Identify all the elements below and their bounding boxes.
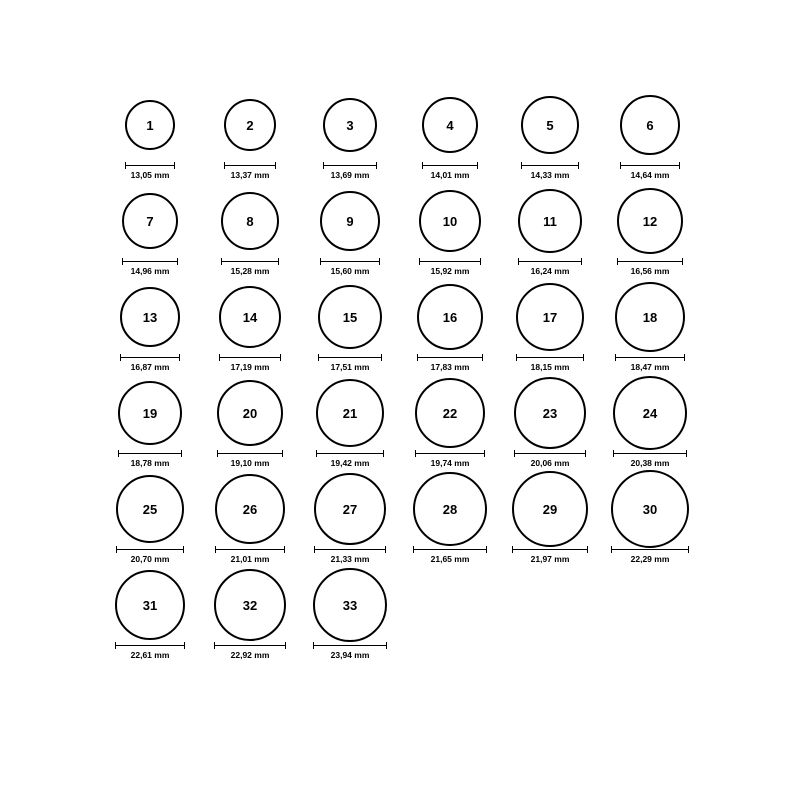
ring-circle	[314, 473, 386, 545]
measure-bar-icon	[615, 354, 685, 361]
ring-circle-wrap	[620, 88, 680, 162]
ring-diameter-label: 14,96 mm	[130, 266, 170, 276]
measure-bar-icon	[120, 354, 180, 361]
ring-circle	[316, 379, 384, 447]
ring-measure	[200, 450, 300, 468]
ring-measure	[100, 546, 200, 564]
ring-size-cell	[100, 472, 200, 568]
ring-size-cell	[100, 184, 200, 280]
ring-size-number: 22	[442, 405, 458, 421]
ring-diameter-label: 14,01 mm	[430, 170, 470, 180]
ring-measure	[200, 642, 300, 660]
ring-size-number: 31	[142, 597, 158, 613]
ring-circle-wrap	[217, 376, 283, 450]
ring-circle-wrap	[516, 280, 584, 354]
ring-circle	[320, 191, 380, 251]
ring-size-cell	[400, 280, 500, 376]
ring-measure	[400, 258, 500, 276]
ring-circle-wrap	[219, 280, 281, 354]
ring-circle-wrap	[313, 568, 387, 642]
ring-measure	[200, 258, 300, 276]
measure-bar-icon	[422, 162, 478, 169]
ring-diameter-label: 17,51 mm	[330, 362, 370, 372]
ring-diameter-label: 17,19 mm	[230, 362, 270, 372]
measure-bar-icon	[122, 258, 178, 265]
ring-measure	[500, 354, 600, 372]
ring-circle-wrap	[318, 280, 382, 354]
ring-size-cell	[600, 280, 700, 376]
ring-diameter-label: 23,94 mm	[330, 650, 370, 660]
ring-measure	[100, 450, 200, 468]
ring-circle	[521, 96, 579, 154]
ring-size-number: 23	[542, 405, 558, 421]
ring-circle	[611, 470, 689, 548]
measure-bar-icon	[323, 162, 377, 169]
ring-circle	[118, 381, 182, 445]
ring-circle-wrap	[514, 376, 586, 450]
ring-circle	[215, 474, 285, 544]
ring-size-cell	[200, 472, 300, 568]
ring-measure	[400, 162, 500, 180]
ring-circle-wrap	[120, 280, 180, 354]
ring-size-cell	[500, 88, 600, 184]
ring-size-cell	[500, 376, 600, 472]
ring-circle	[219, 286, 281, 348]
ring-circle	[415, 378, 485, 448]
ring-circle	[217, 380, 283, 446]
ring-circle-wrap	[613, 376, 687, 450]
ring-circle	[221, 192, 279, 250]
ring-circle-wrap	[215, 472, 285, 546]
ring-diameter-label: 17,83 mm	[430, 362, 470, 372]
ring-circle	[413, 472, 487, 546]
ring-diameter-label: 20,38 mm	[630, 458, 670, 468]
ring-circle	[323, 98, 377, 152]
ring-size-number: 28	[442, 501, 458, 517]
ring-size-number: 29	[542, 501, 558, 517]
ring-size-number: 9	[346, 213, 354, 229]
ring-size-number: 17	[542, 309, 558, 325]
measure-bar-icon	[417, 354, 483, 361]
ring-circle	[122, 193, 178, 249]
ring-size-cell	[600, 376, 700, 472]
measure-bar-icon	[617, 258, 683, 265]
ring-size-number: 2	[246, 117, 254, 133]
ring-size-number: 33	[342, 597, 358, 613]
ring-circle	[422, 97, 478, 153]
ring-measure	[600, 546, 700, 564]
ring-circle-wrap	[617, 184, 683, 258]
ring-size-number: 30	[642, 501, 658, 517]
ring-circle	[613, 376, 687, 450]
ring-circle-wrap	[316, 376, 384, 450]
ring-diameter-label: 14,33 mm	[530, 170, 570, 180]
ring-circle-wrap	[320, 184, 380, 258]
measure-bar-icon	[413, 546, 487, 553]
ring-size-number: 5	[546, 117, 554, 133]
measure-bar-icon	[215, 546, 285, 553]
ring-measure	[500, 258, 600, 276]
ring-circle-wrap	[314, 472, 386, 546]
ring-size-cell	[200, 568, 300, 664]
ring-measure	[400, 354, 500, 372]
ring-circle	[516, 283, 584, 351]
ring-circle-wrap	[323, 88, 377, 162]
ring-diameter-label: 22,29 mm	[630, 554, 670, 564]
ring-measure	[500, 450, 600, 468]
ring-circle	[615, 282, 685, 352]
ring-measure	[100, 642, 200, 660]
ring-circle	[518, 189, 582, 253]
ring-diameter-label: 15,92 mm	[430, 266, 470, 276]
ring-size-cell	[500, 280, 600, 376]
ring-circle-wrap	[521, 88, 579, 162]
ring-size-number: 8	[246, 213, 254, 229]
ring-measure	[100, 162, 200, 180]
ring-size-number: 4	[446, 117, 454, 133]
measure-bar-icon	[219, 354, 281, 361]
ring-size-cell	[300, 472, 400, 568]
ring-diameter-label: 18,47 mm	[630, 362, 670, 372]
ring-measure	[500, 546, 600, 564]
ring-diameter-label: 22,92 mm	[230, 650, 270, 660]
measure-bar-icon	[116, 546, 184, 553]
ring-size-number: 11	[543, 213, 557, 229]
ring-measure	[400, 450, 500, 468]
ring-size-cell	[500, 184, 600, 280]
ring-size-cell	[100, 280, 200, 376]
ring-size-cell	[400, 184, 500, 280]
ring-size-number: 12	[642, 213, 658, 229]
measure-bar-icon	[118, 450, 182, 457]
ring-diameter-label: 19,10 mm	[230, 458, 270, 468]
ring-measure	[300, 450, 400, 468]
ring-circle-wrap	[417, 280, 483, 354]
ring-measure	[300, 642, 400, 660]
ring-circle-wrap	[615, 280, 685, 354]
measure-bar-icon	[313, 642, 387, 649]
ring-size-number: 6	[646, 117, 654, 133]
ring-measure	[300, 546, 400, 564]
ring-circle	[620, 95, 680, 155]
ring-circle	[318, 285, 382, 349]
ring-diameter-label: 16,24 mm	[530, 266, 570, 276]
ring-size-cell	[500, 472, 600, 568]
ring-size-cell	[300, 88, 400, 184]
ring-size-cell	[300, 376, 400, 472]
ring-size-number: 27	[342, 501, 358, 517]
ring-diameter-label: 13,37 mm	[230, 170, 270, 180]
ring-circle	[224, 99, 276, 151]
ring-diameter-label: 21,65 mm	[430, 554, 470, 564]
ring-circle-wrap	[512, 472, 588, 546]
ring-size-cell	[100, 376, 200, 472]
ring-measure	[200, 162, 300, 180]
measure-bar-icon	[115, 642, 185, 649]
ring-circle-wrap	[221, 184, 279, 258]
ring-circle-wrap	[224, 88, 276, 162]
ring-diameter-label: 19,42 mm	[330, 458, 370, 468]
measure-bar-icon	[415, 450, 485, 457]
ring-circle	[116, 475, 184, 543]
ring-circle	[512, 471, 588, 547]
ring-diameter-label: 21,01 mm	[230, 554, 270, 564]
ring-circle	[125, 100, 175, 150]
ring-measure	[200, 354, 300, 372]
ring-size-cell	[400, 88, 500, 184]
ring-size-cell	[200, 88, 300, 184]
ring-circle-wrap	[415, 376, 485, 450]
measure-bar-icon	[214, 642, 286, 649]
ring-circle-wrap	[115, 568, 185, 642]
ring-size-number: 16	[442, 309, 458, 325]
ring-size-cell	[300, 568, 400, 664]
measure-bar-icon	[314, 546, 386, 553]
ring-size-number: 25	[142, 501, 158, 517]
ring-size-number: 24	[642, 405, 658, 421]
ring-circle	[120, 287, 180, 347]
ring-size-number: 13	[142, 309, 158, 325]
ring-size-number: 1	[146, 117, 154, 133]
ring-diameter-label: 18,78 mm	[130, 458, 170, 468]
ring-measure	[300, 162, 400, 180]
ring-size-cell	[200, 376, 300, 472]
ring-size-number: 10	[442, 213, 458, 229]
measure-bar-icon	[217, 450, 283, 457]
ring-diameter-label: 15,28 mm	[230, 266, 270, 276]
ring-size-cell	[300, 280, 400, 376]
ring-diameter-label: 19,74 mm	[430, 458, 470, 468]
measure-bar-icon	[620, 162, 680, 169]
ring-size-cell	[600, 184, 700, 280]
ring-size-number: 26	[242, 501, 258, 517]
ring-diameter-label: 20,06 mm	[530, 458, 570, 468]
ring-circle	[115, 570, 185, 640]
ring-circle-wrap	[125, 88, 175, 162]
ring-circle-wrap	[611, 472, 689, 546]
measure-bar-icon	[318, 354, 382, 361]
ring-circle-wrap	[413, 472, 487, 546]
ring-size-grid	[100, 88, 700, 664]
measure-bar-icon	[514, 450, 586, 457]
ring-size-cell	[200, 280, 300, 376]
ring-diameter-label: 13,69 mm	[330, 170, 370, 180]
ring-circle-wrap	[422, 88, 478, 162]
ring-circle-wrap	[518, 184, 582, 258]
ring-measure	[200, 546, 300, 564]
measure-bar-icon	[521, 162, 579, 169]
ring-size-cell	[100, 568, 200, 664]
ring-size-number: 7	[146, 213, 154, 229]
ring-size-number: 20	[242, 405, 258, 421]
ring-circle	[214, 569, 286, 641]
ring-circle-wrap	[214, 568, 286, 642]
measure-bar-icon	[611, 546, 689, 553]
ring-size-cell	[600, 472, 700, 568]
ring-diameter-label: 16,87 mm	[130, 362, 170, 372]
ring-diameter-label: 22,61 mm	[130, 650, 170, 660]
ring-size-number: 19	[142, 405, 158, 421]
ring-diameter-label: 16,56 mm	[630, 266, 670, 276]
measure-bar-icon	[613, 450, 687, 457]
ring-circle	[514, 377, 586, 449]
ring-measure	[300, 258, 400, 276]
ring-measure	[500, 162, 600, 180]
ring-measure	[400, 546, 500, 564]
ring-size-number: 14	[242, 309, 258, 325]
measure-bar-icon	[221, 258, 279, 265]
ring-size-number: 15	[342, 309, 358, 325]
ring-circle-wrap	[122, 184, 178, 258]
ring-diameter-label: 18,15 mm	[530, 362, 570, 372]
ring-measure	[100, 258, 200, 276]
ring-size-cell	[300, 184, 400, 280]
ring-size-cell	[100, 88, 200, 184]
measure-bar-icon	[518, 258, 582, 265]
ring-size-number: 3	[346, 117, 354, 133]
ring-size-cell	[400, 376, 500, 472]
ring-measure	[600, 450, 700, 468]
measure-bar-icon	[125, 162, 175, 169]
ring-circle-wrap	[118, 376, 182, 450]
ring-circle	[313, 568, 387, 642]
ring-measure	[100, 354, 200, 372]
measure-bar-icon	[516, 354, 584, 361]
measure-bar-icon	[512, 546, 588, 553]
ring-circle	[617, 188, 683, 254]
ring-size-number: 18	[642, 309, 658, 325]
ring-circle-wrap	[419, 184, 481, 258]
ring-size-cell	[600, 88, 700, 184]
ring-diameter-label: 20,70 mm	[130, 554, 170, 564]
ring-measure	[600, 354, 700, 372]
measure-bar-icon	[316, 450, 384, 457]
ring-measure	[600, 258, 700, 276]
measure-bar-icon	[419, 258, 481, 265]
ring-diameter-label: 14,64 mm	[630, 170, 670, 180]
ring-size-number: 21	[342, 405, 358, 421]
ring-measure	[600, 162, 700, 180]
ring-size-cell	[200, 184, 300, 280]
ring-diameter-label: 15,60 mm	[330, 266, 370, 276]
ring-diameter-label: 21,33 mm	[330, 554, 370, 564]
ring-diameter-label: 13,05 mm	[130, 170, 170, 180]
ring-diameter-label: 21,97 mm	[530, 554, 570, 564]
ring-size-number: 32	[242, 597, 258, 613]
measure-bar-icon	[320, 258, 380, 265]
measure-bar-icon	[224, 162, 276, 169]
ring-circle-wrap	[116, 472, 184, 546]
ring-size-cell	[400, 472, 500, 568]
ring-circle	[417, 284, 483, 350]
ring-measure	[300, 354, 400, 372]
ring-circle	[419, 190, 481, 252]
